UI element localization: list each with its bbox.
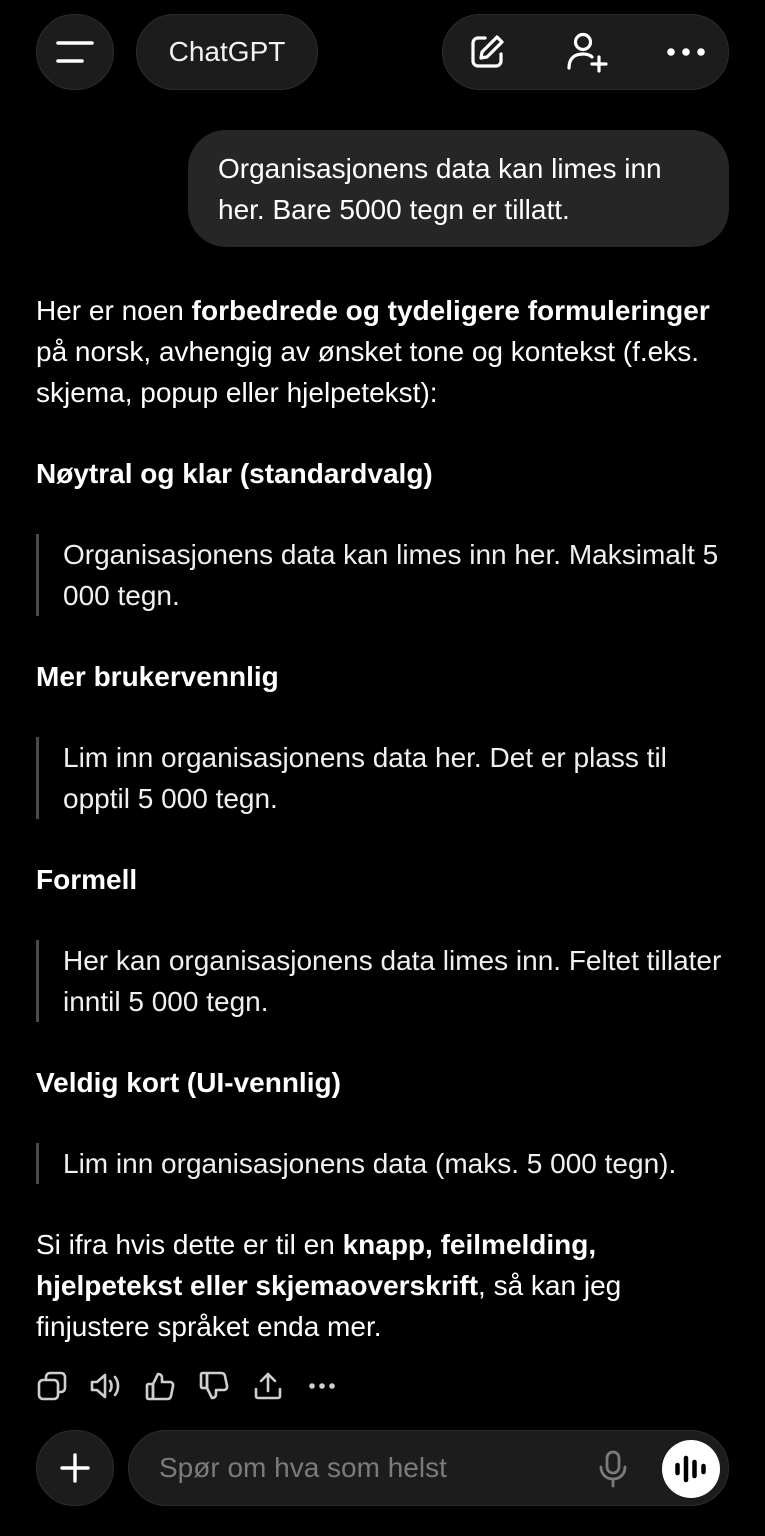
user-message-bubble[interactable] <box>188 130 729 247</box>
share-icon <box>252 1370 284 1402</box>
voice-mode-button[interactable] <box>662 1440 720 1498</box>
read-aloud-button[interactable] <box>88 1368 124 1404</box>
more-icon <box>308 1382 336 1390</box>
composer <box>128 1430 729 1506</box>
header-actions <box>442 14 729 90</box>
section-heading: Veldig kort (UI-vennlig) <box>36 1067 341 1098</box>
assistant-message <box>36 290 736 1347</box>
microphone-icon <box>598 1450 628 1488</box>
more-options-button[interactable] <box>664 30 708 74</box>
attach-button[interactable] <box>36 1430 114 1506</box>
quote-block: Lim inn organisasjonens data her. Det er plass til opptil 5 000 tegn. <box>36 737 736 819</box>
thumbs-up-button[interactable] <box>142 1368 178 1404</box>
model-selector[interactable] <box>136 14 318 90</box>
thumbs-down-button[interactable] <box>196 1368 232 1404</box>
share-button[interactable] <box>250 1368 286 1404</box>
app-title: ChatGPT <box>168 36 286 67</box>
thumbs-down-icon <box>198 1370 230 1402</box>
dictate-button[interactable] <box>593 1447 633 1491</box>
copy-button[interactable] <box>34 1368 70 1404</box>
thumbs-up-icon <box>144 1370 176 1402</box>
quote-block: Her kan organisasjonens data limes inn. Feltet tillater inntil 5 000 tegn. <box>36 940 736 1022</box>
plus-icon <box>59 1452 91 1484</box>
message-more-button[interactable] <box>304 1368 340 1404</box>
outro-paragraph: Si ifra hvis dette er til en knapp, feilmelding, hjelpetekst eller skjemaoverskrift, så kan jeg finjustere språket enda mer. <box>36 1229 622 1342</box>
section-heading: Mer brukervennlig <box>36 661 279 692</box>
add-person-button[interactable] <box>565 30 609 74</box>
section-heading: Nøytral og klar (standardvalg) <box>36 458 433 489</box>
more-icon <box>666 47 706 57</box>
menu-icon <box>53 30 97 74</box>
top-bar <box>36 14 729 90</box>
intro-paragraph: Her er noen forbedrede og tydeligere formuleringer på norsk, avhengig av ønsket tone og kontekst (f.eks. skjema, popup eller hjelpetekst): <box>36 295 710 408</box>
quote-block: Lim inn organisasjonens data (maks. 5 000 tegn). <box>36 1143 736 1184</box>
read-aloud-icon <box>89 1370 123 1402</box>
new-chat-icon <box>467 32 507 72</box>
menu-button[interactable] <box>36 14 114 90</box>
copy-icon <box>36 1370 68 1402</box>
section-heading: Formell <box>36 864 138 895</box>
add-person-icon <box>565 30 609 74</box>
new-chat-button[interactable] <box>465 30 509 74</box>
voice-mode-icon <box>674 1454 708 1484</box>
quote-block: Organisasjonens data kan limes inn her. Maksimalt 5 000 tegn. <box>36 534 736 616</box>
message-actions <box>34 1368 340 1404</box>
user-message-text: Organisasjonens data kan limes inn her. Bare 5000 tegn er tillatt. <box>218 153 662 225</box>
prompt-input[interactable] <box>157 1431 577 1505</box>
